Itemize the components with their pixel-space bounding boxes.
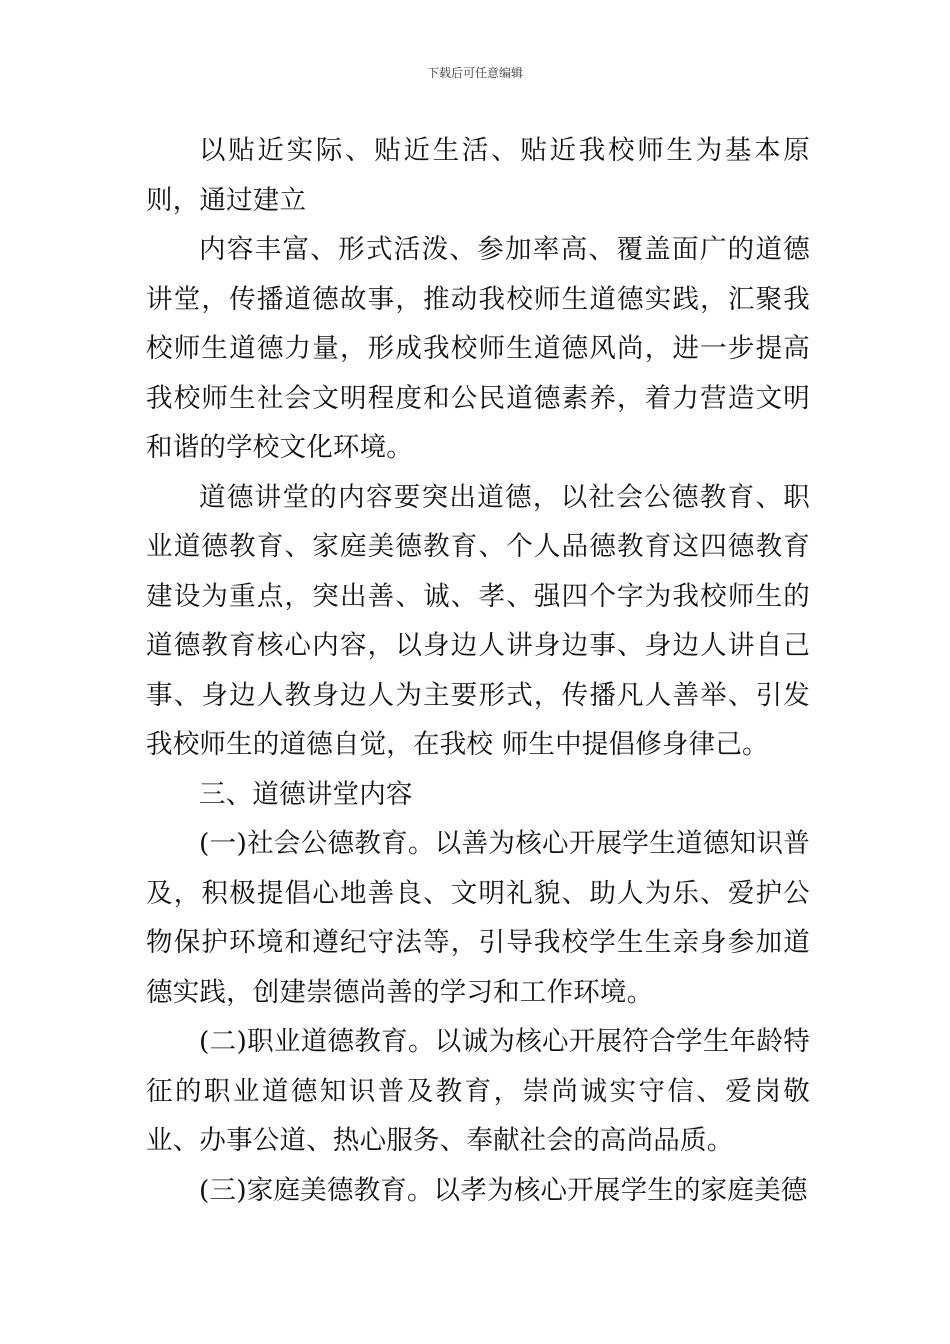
page-header: 下载后可任意编辑	[426, 66, 523, 80]
paragraph-content-goals: 内容丰富、形式活泼、参加率高、覆盖面广的道德讲堂，传播道德故事，推动我校师生道德实践，汇聚我校师生道德力量，形成我校师生道德风尚，进一步提高我校师生社会文明程度和公民道德素养，着力营造文明和谐的学校文化环境。	[146, 234, 810, 463]
section-heading: 三、道德讲堂内容	[199, 778, 413, 810]
paragraph-family-virtue: (三)家庭美德教育。以孝为核心开展学生的家庭美德	[199, 1174, 808, 1206]
paragraph-professional-ethics: (二)职业道德教育。以诚为核心开展符合学生年龄特征的职业道德知识普及教育，崇尚诚实守信、爱岗敬业、办事公道、热心服务、奉献社会的高尚品质。	[146, 1026, 810, 1156]
paragraph-content-focus: 道德讲堂的内容要突出道德，以社会公德教育、职业道德教育、家庭美德教育、个人品德教育这四德教育建设为重点，突出善、诚、孝、强四个字为我校师生的道德教育核心内容，以身边人讲身边事、身边人讲自己事、身边人教身边人为主要形式，传播凡人善举、引发我校师生的道德自觉，在我校 师生中提倡修身律己。	[146, 481, 810, 760]
document-body	[146, 126, 810, 1215]
paragraph-social-morality: (一)社会公德教育。以善为核心开展学生道德知识普及，积极提倡心地善良、文明礼貌、助人为乐、爱护公物保护环境和遵纪守法等，引导我校学生生亲身参加道德实践，创建崇德尚善的学习和工作环境。	[146, 828, 810, 1008]
paragraph-principle: 以贴近实际、贴近生活、贴近我校师生为基本原则，通过建立	[146, 135, 810, 216]
